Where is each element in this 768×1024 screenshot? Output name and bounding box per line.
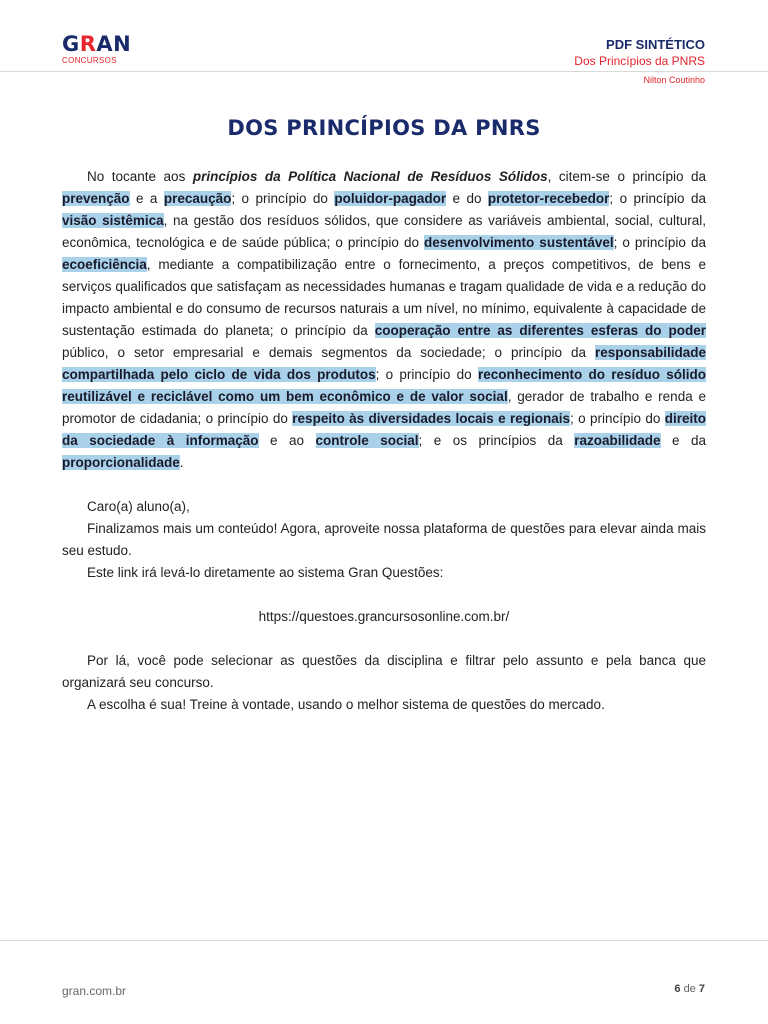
author: Nilton Coutinho xyxy=(643,75,705,85)
doc-subject: Dos Princípios da PNRS xyxy=(574,54,705,68)
questoes-link[interactable]: https://questoes.grancursosonline.com.br/ xyxy=(258,609,510,624)
header-divider xyxy=(0,71,768,72)
highlight-term: cooperação entre as diferentes esferas do poder xyxy=(374,323,706,338)
closing-line-1: Finalizamos mais um conteúdo! Agora, aproveite nossa plataforma de questões para elevar ainda mais seu estudo. xyxy=(62,521,706,558)
page-number: 6 de 7 xyxy=(674,983,705,995)
logo-wordmark: GRAN xyxy=(62,32,132,56)
highlight-term: poluidor-pagador xyxy=(334,191,447,206)
principles-paragraph: No tocante aos princípios da Política Nacional de Resíduos Sólidos, citem-se o princípio da prevenção e a precaução; o princípio do poluidor-pagador e do protetor-recebedor; o princípio da visão sistêmica, na gestão dos resíduos sólidos, que considere as variáveis ambiental, social, cultural, econômica, tecnológica e de saúde pública; o princípio do desenvolvimento sustentável; o princípio da ecoeficiência, mediante a compatibilização entre o fornecimento, a preços competitivos, de bens e serviços qualificados que satisfaçam as necessidades humanas e tragam qualidade de vida e a redução do impacto ambiental e do consumo de recursos naturais a um nível, no mínimo, equivalente à capacidade de sustentação estimada do planeta; o princípio da cooperação entre as diferentes esferas do poder público, o setor empresarial e demais segmentos da sociedade; o princípio da responsabilidade compartilhada pelo ciclo de vida dos produtos; o princípio do reconhecimento do resíduo sólido reutilizável e reciclável como um bem econômico e de valor social, gerador de trabalho e renda e promotor de cidadania; o princípio do respeito às diversidades locais e regionais; o princípio do direito da sociedade à informação e ao controle social; e os princípios da razoabilidade e da proporcionalidade. xyxy=(62,169,707,470)
highlight-term: responsabilidade compartilhada pelo ciclo de vida dos produtos xyxy=(62,345,706,382)
highlight-term: visão sistêmica xyxy=(62,213,164,228)
footer-site: gran.com.br xyxy=(62,984,127,998)
gran-logo xyxy=(62,34,142,65)
closing-line-2: Este link irá levá-lo diretamente ao sistema Gran Questões: xyxy=(87,565,444,580)
highlight-term: proporcionalidade xyxy=(62,455,180,470)
highlight-term: direito da sociedade à informação xyxy=(62,411,706,448)
page-title: DOS PRINCÍPIOS DA PNRS xyxy=(227,116,541,140)
highlight-term: controle social xyxy=(315,433,419,448)
highlight-term: razoabilidade xyxy=(574,433,661,448)
highlight-term: precaução xyxy=(163,191,232,206)
highlight-term: respeito às diversidades locais e regionais xyxy=(292,411,570,426)
footer-divider xyxy=(0,940,768,941)
highlight-term: desenvolvimento sustentável xyxy=(424,235,614,250)
doc-type: PDF SINTÉTICO xyxy=(606,37,705,52)
highlight-term: ecoeficiência xyxy=(62,257,147,272)
main-content xyxy=(62,166,706,716)
logo-subtitle: CONCURSOS xyxy=(62,56,117,65)
closing-line-4: A escolha é sua! Treine à vontade, usando o melhor sistema de questões do mercado. xyxy=(87,697,605,712)
header-info xyxy=(405,37,705,69)
highlight-term: reconhecimento do resíduo sólido reutilizável e reciclável como um bem econômico e de valor social xyxy=(62,367,706,404)
highlight-term: prevenção xyxy=(62,191,130,206)
highlight-term: protetor-recebedor xyxy=(487,191,610,206)
greeting: Caro(a) aluno(a), xyxy=(87,499,190,514)
closing-line-3: Por lá, você pode selecionar as questões da disciplina e filtrar pelo assunto e pela banca que organizará seu concurso. xyxy=(62,653,706,690)
